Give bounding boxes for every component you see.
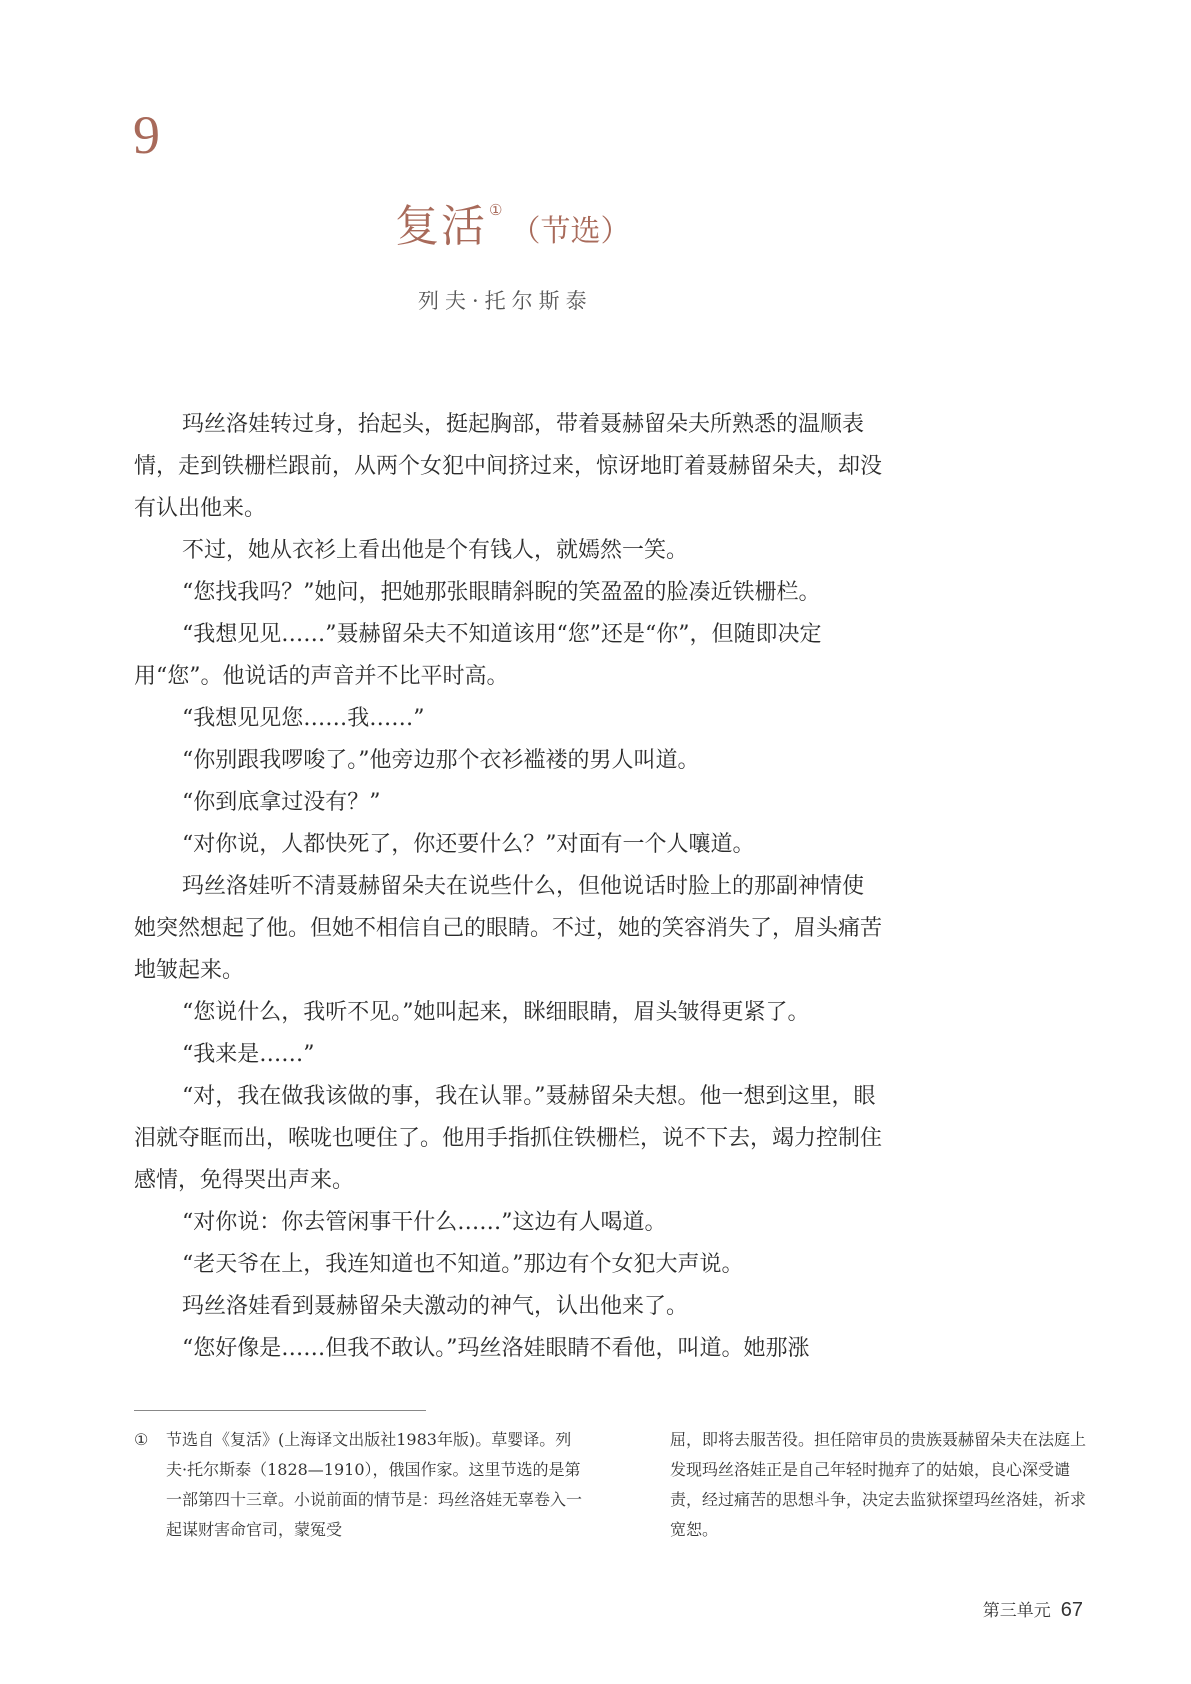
title-main: 复活 <box>395 201 487 252</box>
page-number: 67 <box>1060 1599 1083 1621</box>
title-subtitle: （节选） <box>510 214 631 249</box>
author-name: 列夫·托尔斯泰 <box>418 289 593 313</box>
page-footer <box>983 1596 1083 1622</box>
paragraph: “您好像是……但我不敢认。”玛丝洛娃眼睛不看他，叫道。她那涨 <box>182 1336 810 1361</box>
paragraph: 玛丝洛娃听不清聂赫留朵夫在说些什么，但他说话时脸上的那副神情使她突然想起了他。但她不相信自己的眼睛。不过，她的笑容消失了，眉头痛苦地皱起来。 <box>134 874 883 983</box>
paragraph: “对你说，人都快死了，你还要什么？”对面有一个人嚷道。 <box>182 832 755 857</box>
paragraph: “你别跟我啰唆了。”他旁边那个衣衫褴褛的男人叫道。 <box>182 748 700 773</box>
paragraph: 不过，她从衣衫上看出他是个有钱人，就嫣然一笑。 <box>182 538 689 563</box>
paragraph: 玛丝洛娃看到聂赫留朵夫激动的神气，认出他来了。 <box>182 1294 689 1319</box>
article-body <box>134 404 882 1370</box>
paragraph: “我想见见您……我……” <box>182 706 425 731</box>
page-title <box>395 190 630 254</box>
paragraph: “对你说：你去管闲事干什么……”这边有人喝道。 <box>182 1210 667 1235</box>
footnote-text-right: 屈，即将去服苦役。担任陪审员的贵族聂赫留朵夫在法庭上发现玛丝洛娃正是自己年轻时抛弃了的姑娘，良心深受谴责，经过痛苦的思想斗争，决定去监狱探望玛丝洛娃，祈求宽恕。 <box>670 1430 1087 1539</box>
paragraph: “我想见见……”聂赫留朵夫不知道该用“您”还是“你”，但随即决定用“您”。他说话的声音并不比平时高。 <box>134 622 822 689</box>
unit-label: 第三单元 <box>982 1601 1051 1621</box>
paragraph: “我来是……” <box>182 1042 315 1067</box>
footnote-text-left: 节选自《复活》(上海译文出版社1983年版)。草婴译。列夫·托尔斯泰（1828—1910），俄国作家。这里节选的是第一部第四十三章。小说前面的情节是：玛丝洛娃无辜卷入一起谋财害命官司，蒙冤受 <box>166 1430 583 1539</box>
footnote-divider <box>134 1410 426 1411</box>
title-footnote-marker[interactable]: ① <box>489 201 503 219</box>
paragraph: “你到底拿过没有？” <box>182 790 381 815</box>
footnote-left-column <box>134 1425 582 1545</box>
paragraph: “您说什么，我听不见。”她叫起来，眯细眼睛，眉头皱得更紧了。 <box>182 1000 810 1025</box>
paragraph: 玛丝洛娃转过身，抬起头，挺起胸部，带着聂赫留朵夫所熟悉的温顺表情，走到铁栅栏跟前，从两个女犯中间挤过来，惊讶地盯着聂赫留朵夫，却没有认出他来。 <box>134 412 883 521</box>
paragraph: “对，我在做我该做的事，我在认罪。”聂赫留朵夫想。他一想到这里，眼泪就夺眶而出，喉咙也哽住了。他用手指抓住铁栅栏，说不下去，竭力控制住感情，免得哭出声来。 <box>134 1084 883 1193</box>
paragraph: “老天爷在上，我连知道也不知道。”那边有个女犯大声说。 <box>182 1252 744 1277</box>
footnote-marker: ① <box>134 1430 149 1449</box>
lesson-number: 9 <box>133 105 160 165</box>
paragraph: “您找我吗？”她问，把她那张眼睛斜睨的笑盈盈的脸凑近铁栅栏。 <box>182 580 821 605</box>
